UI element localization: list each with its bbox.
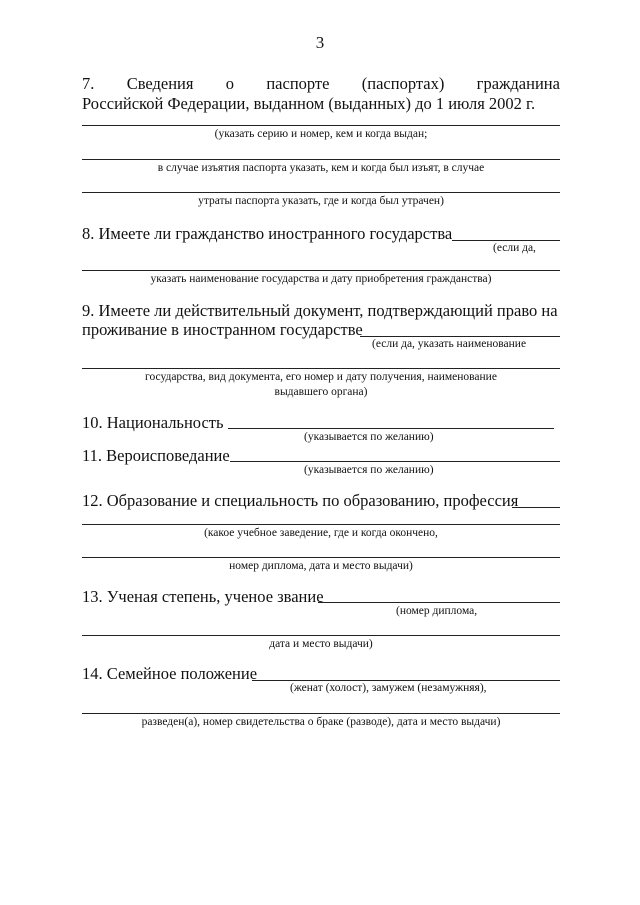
s13-fill-line[interactable] — [82, 635, 560, 636]
s7-hint-1: (указать серию и номер, кем и когда выдан; — [214, 128, 428, 140]
s10-hint: (указывается по желанию) — [304, 431, 434, 443]
section-12-label: 12. Образование и специальность по образованию, профессия — [82, 491, 519, 510]
s13-answer-line[interactable] — [318, 602, 560, 603]
s9-hint-1: (если да, указать наименование — [372, 338, 527, 350]
s12-answer-line[interactable] — [512, 507, 560, 508]
s7-fill-line-1[interactable] — [82, 125, 560, 126]
s13-hint-1: (номер диплома, — [396, 605, 478, 617]
s14-answer-line[interactable] — [252, 680, 560, 681]
s11-hint: (указывается по желанию) — [304, 464, 434, 476]
s7-word: о — [225, 74, 235, 93]
page-number: 3 — [315, 33, 325, 52]
s9-hint-2: государства, вид документа, его номер и дату получения, наименование — [145, 371, 497, 383]
section-9-line1: 9. Имеете ли действительный документ, подтверждающий право на — [82, 301, 558, 320]
s12-fill-line-1[interactable] — [82, 524, 560, 525]
s9-hint-3: выдавшего органа) — [274, 386, 368, 398]
s12-hint-1: (какое учебное заведение, где и когда окончено, — [204, 527, 438, 539]
s12-hint-2: номер диплома, дата и место выдачи) — [229, 560, 413, 572]
s8-hint-2: указать наименование государства и дату приобретения гражданства) — [150, 273, 492, 285]
s12-fill-line-2[interactable] — [82, 557, 560, 558]
section-8-label: 8. Имеете ли гражданство иностранного государства — [82, 224, 453, 243]
s14-hint-2: разведен(а), номер свидетельства о браке (разводе), дата и место выдачи) — [141, 716, 501, 728]
s7-word: 7. — [82, 74, 95, 93]
section-7-line2: Российской Федерации, выданном (выданных) до 1 июля 2002 г. — [82, 94, 536, 113]
s9-fill-line[interactable] — [82, 368, 560, 369]
s14-hint-1: (женат (холост), замужем (незамужняя), — [290, 682, 487, 694]
s7-hint-2: в случае изъятия паспорта указать, кем и когда был изъят, в случае — [157, 162, 485, 174]
section-7-line1 — [82, 74, 560, 94]
section-14-label: 14. Семейное положение — [82, 664, 258, 683]
section-13-label: 13. Ученая степень, ученое звание — [82, 587, 324, 606]
s8-fill-line[interactable] — [82, 270, 560, 271]
s7-word: Сведения — [126, 74, 194, 93]
s10-answer-line[interactable] — [228, 428, 554, 429]
s8-hint-1: (если да, — [493, 242, 536, 254]
s8-answer-line[interactable] — [452, 240, 560, 241]
s7-word: гражданина — [476, 74, 560, 93]
s7-word: паспорте — [266, 74, 330, 93]
s9-answer-line[interactable] — [360, 336, 560, 337]
s7-fill-line-3[interactable] — [82, 192, 560, 193]
s7-fill-line-2[interactable] — [82, 159, 560, 160]
section-9-line2: проживание в иностранном государстве — [82, 320, 363, 339]
s11-answer-line[interactable] — [230, 461, 560, 462]
section-10-label: 10. Национальность — [82, 413, 224, 432]
section-11-label: 11. Вероисповедание — [82, 446, 230, 465]
s13-hint-2: дата и место выдачи) — [269, 638, 373, 650]
s7-hint-3: утраты паспорта указать, где и когда был утрачен) — [198, 195, 444, 207]
s7-word: (паспортах) — [361, 74, 445, 93]
s14-fill-line[interactable] — [82, 713, 560, 714]
